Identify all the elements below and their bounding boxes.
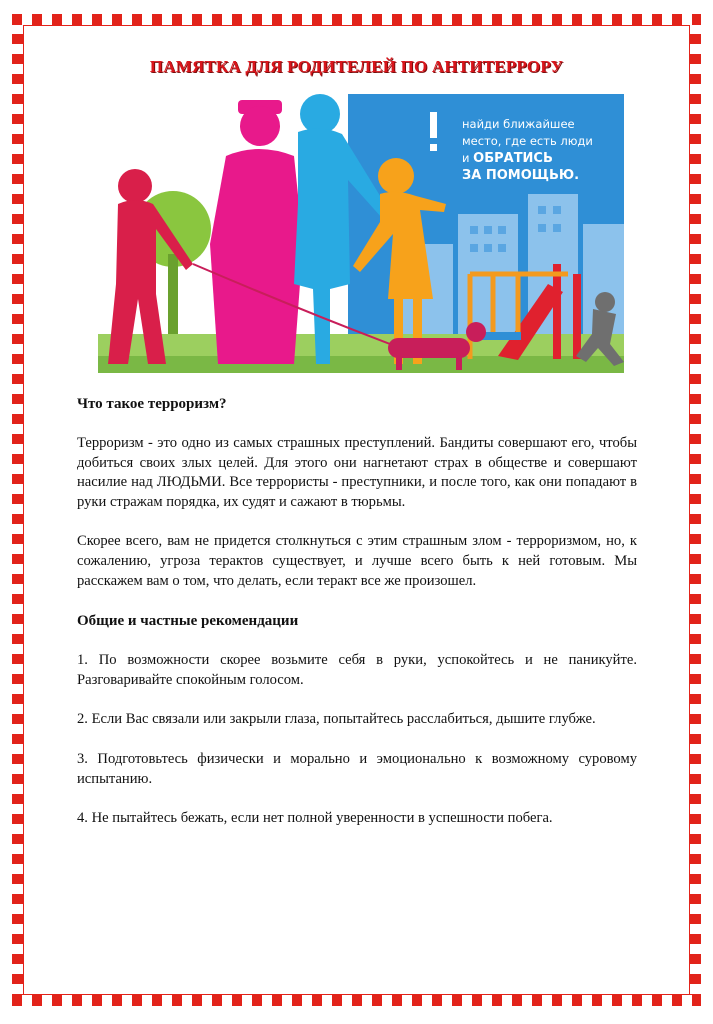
paragraph-definition: Терроризм - это одно из самых страшных преступлений. Бандиты совершают его, чтобы добиться своих злых целей. Для этого они нагнетают страх в обществе и совершают насилие над ЛЮДЬМИ. Все террористы - преступники, и после того, как они попадают в руки стражам порядка, их судят и сажают в тюрьмы.: [77, 435, 637, 510]
recommendation-item: 4. Не пытайтесь бежать, если нет полной уверенности в успешности побега.: [77, 810, 553, 827]
section-heading-recommendations: Общие и частные рекомендации: [77, 613, 299, 630]
poster-line-3-prefix: и: [462, 151, 470, 165]
poster-line-1: найди ближайшее: [462, 117, 575, 131]
main-text: [77, 394, 637, 829]
grandpa-figure: [210, 100, 303, 364]
section-heading-terrorism: Что такое терроризм?: [77, 396, 227, 412]
poster-caption: [462, 116, 612, 184]
recommendation-item: 2. Если Вас связали или закрыли глаза, попытайтесь расслабиться, дышите глубже.: [77, 711, 596, 728]
poster-line-4: ЗА ПОМОЩЬЮ.: [462, 168, 580, 183]
exclamation-icon: [430, 112, 437, 151]
poster-line-2: место, где есть люди: [462, 134, 593, 148]
paragraph-preparedness: Скорее всего, вам не придется столкнуться с этим страшным злом - терроризмом, но, к сожалению, угроза терактов существует, и лучше всего быть к ней готовым. Мы расскажем вам о том, что делать, если теракт все же произошел.: [77, 533, 637, 589]
recommendation-item: 1. По возможности скорее возьмите себя в руки, успокойтесь и не паникуйте. Разговаривайте спокойным голосом.: [77, 652, 637, 688]
recommendation-item: 3. Подготовьтесь физически и морально и эмоционально к возможному суровому испытанию.: [77, 750, 637, 787]
poster-line-3: [462, 150, 612, 167]
page-title: ПАМЯТКА ДЛЯ РОДИТЕЛЕЙ ПО АНТИТЕРРОРУ: [149, 57, 564, 76]
poster-line-3-strong: ОБРАТИСЬ: [473, 151, 553, 166]
